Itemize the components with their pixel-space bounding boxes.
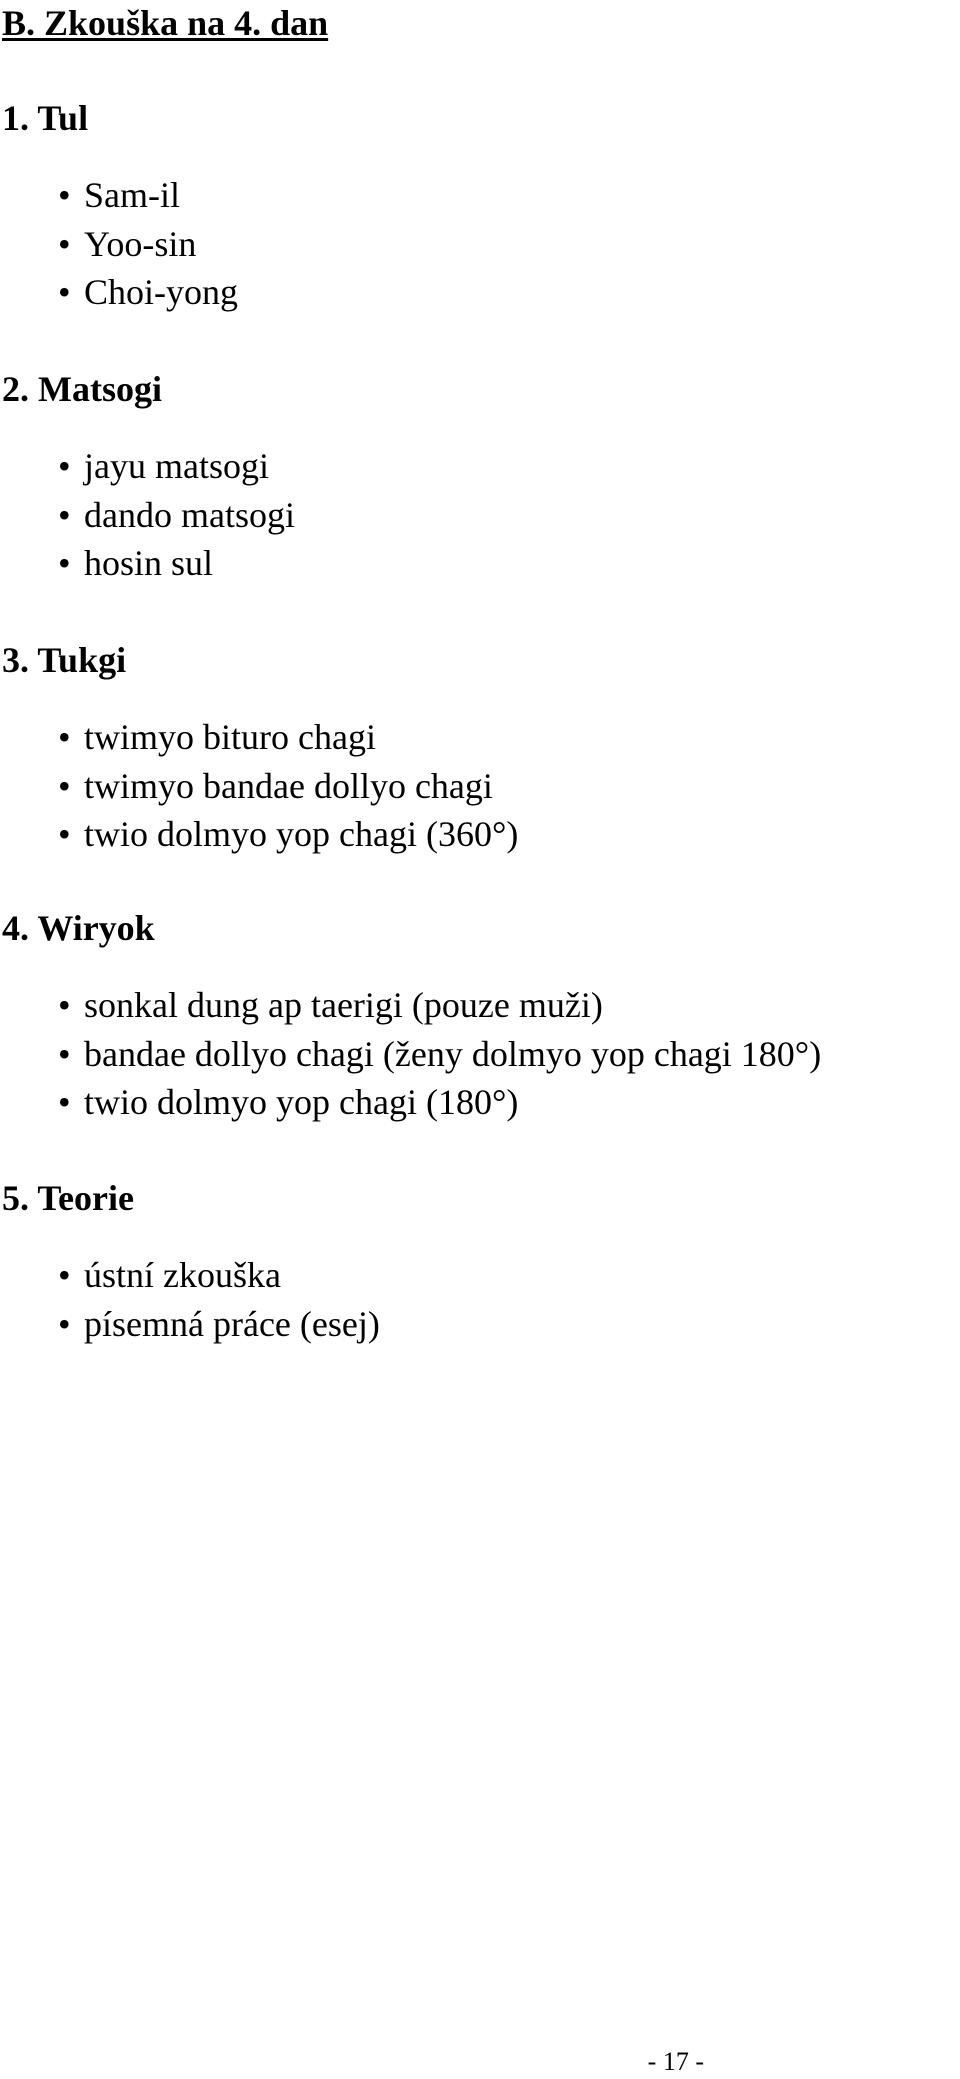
list-item-text: twimyo bituro chagi [84, 717, 376, 757]
page-title: B. Zkouška na 4. dan [2, 3, 329, 43]
section-list [2, 713, 958, 859]
section-list [2, 981, 958, 1127]
bullet-icon: • [58, 765, 71, 806]
list-item [2, 491, 958, 540]
bullet-icon: • [58, 985, 71, 1025]
list-item-text: Yoo-sin [84, 223, 197, 264]
bullet-icon: • [58, 1082, 71, 1122]
list-item [2, 1300, 958, 1349]
bullet-icon: • [58, 1303, 71, 1344]
list-item [2, 713, 958, 762]
list-item [2, 981, 958, 1030]
bullet-icon: • [58, 717, 71, 757]
section-wiryok [2, 907, 958, 1127]
bullet-icon: • [58, 1255, 71, 1295]
bullet-icon: • [58, 494, 71, 535]
list-item [2, 1030, 958, 1079]
list-item [2, 171, 958, 220]
bullet-icon: • [58, 175, 71, 215]
list-item-text: twimyo bandae dollyo chagi [84, 765, 493, 806]
bullet-icon: • [58, 446, 71, 486]
list-item [2, 442, 958, 491]
list-item [2, 220, 958, 269]
section-heading: 4. Wiryok [2, 908, 155, 948]
list-item-text: ústní zkouška [84, 1255, 281, 1295]
page-number: - 17 - [647, 2047, 704, 2076]
section-tul [2, 97, 958, 317]
section-heading: 5. Teorie [2, 1178, 134, 1218]
list-item-text: písemná práce (esej) [84, 1303, 380, 1344]
list-item-text: jayu matsogi [84, 446, 269, 486]
list-item [2, 539, 958, 588]
list-item-text: sonkal dung ap taerigi (pouze muži) [84, 985, 603, 1025]
section-heading: 2. Matsogi [2, 369, 162, 409]
list-item [2, 1078, 958, 1127]
section-heading: 1. Tul [2, 98, 89, 138]
bullet-icon: • [58, 814, 71, 854]
list-item-text: hosin sul [84, 543, 214, 583]
list-item [2, 268, 958, 317]
section-tukgi [2, 639, 958, 859]
list-item-text: twio dolmyo yop chagi (360°) [84, 814, 519, 854]
list-item [2, 1251, 958, 1300]
bullet-icon: • [58, 223, 71, 264]
section-list [2, 1251, 958, 1348]
section-heading: 3. Tukgi [2, 640, 127, 680]
list-item-text: twio dolmyo yop chagi (180°) [84, 1082, 519, 1122]
list-item-text: Choi-yong [84, 272, 239, 312]
section-teorie [2, 1177, 958, 1348]
section-list [2, 171, 958, 317]
list-item-text: dando matsogi [84, 494, 295, 535]
list-item [2, 762, 958, 811]
bullet-icon: • [58, 272, 71, 312]
list-item-text: bandae dollyo chagi (ženy dolmyo yop chagi 180°) [84, 1033, 822, 1074]
bullet-icon: • [58, 543, 71, 583]
list-item [2, 810, 958, 859]
section-matsogi [2, 368, 958, 588]
bullet-icon: • [58, 1033, 71, 1074]
list-item-text: Sam-il [84, 175, 180, 215]
section-list [2, 442, 958, 588]
